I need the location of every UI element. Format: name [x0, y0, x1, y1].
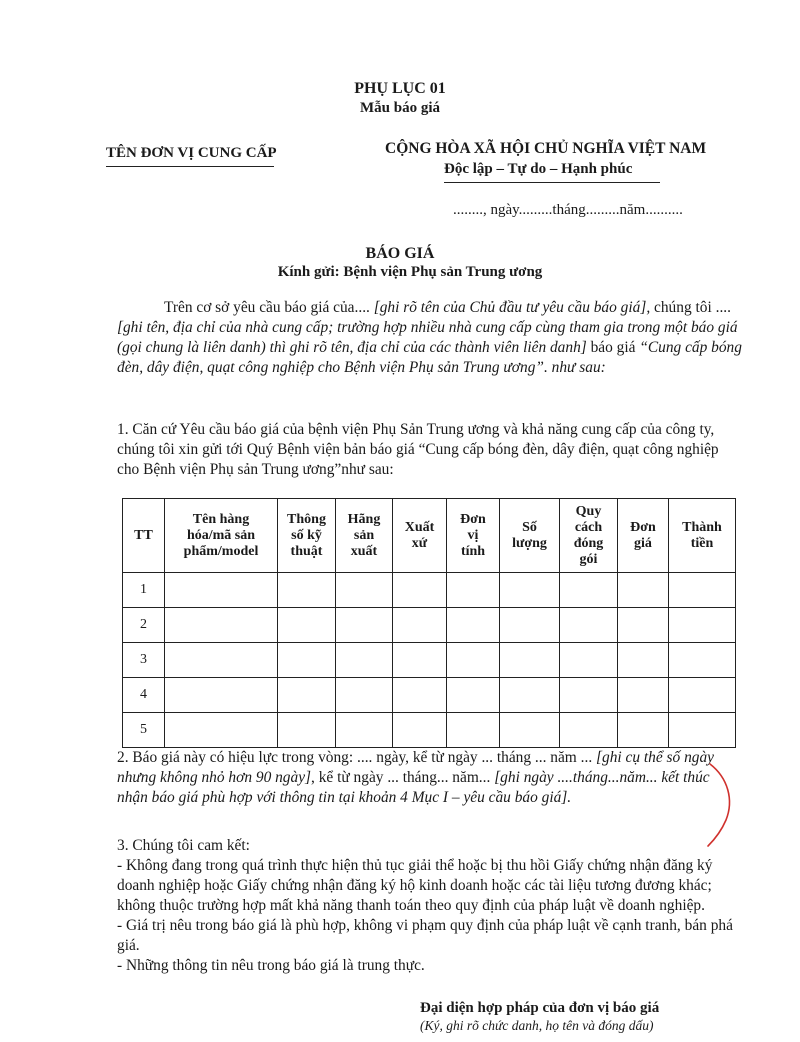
table-cell [278, 643, 336, 678]
quote-title: BÁO GIÁ [365, 245, 435, 262]
header-manufacturer: Hãng sản xuất [336, 499, 393, 573]
header-spec: Thông số kỹ thuật [278, 499, 336, 573]
header-tt: TT [123, 499, 165, 573]
table-cell [336, 608, 393, 643]
header-product-name: Tên hàng hóa/mã sản phẩm/model [165, 499, 278, 573]
header-packaging: Quy cách đóng gói [560, 499, 618, 573]
table-row [123, 643, 736, 678]
table-cell [393, 643, 447, 678]
table-cell [393, 608, 447, 643]
appendix-title: PHỤ LỤC 01 [354, 80, 446, 97]
table-cell [447, 608, 500, 643]
table-cell [560, 573, 618, 608]
row-number: 2 [123, 608, 165, 643]
intro-paragraph [117, 298, 742, 378]
header-total: Thành tiền [669, 499, 736, 573]
date-line: ........, ngày.........tháng.........năm.......... [453, 202, 683, 218]
appendix-subtitle: Mẫu báo giá [359, 100, 440, 116]
table-cell [165, 573, 278, 608]
table-cell [278, 573, 336, 608]
pen-stroke [708, 764, 729, 846]
table-cell [165, 713, 278, 748]
table-cell [336, 678, 393, 713]
quote-table [122, 498, 736, 748]
header-origin: Xuất xứ [393, 499, 447, 573]
table-cell [500, 713, 560, 748]
header-unit: Đơn vị tính [447, 499, 500, 573]
table-cell [393, 713, 447, 748]
row-number: 5 [123, 713, 165, 748]
table-cell [500, 608, 560, 643]
section-3-heading: 3. Chúng tôi cam kết: [117, 837, 250, 854]
table-cell [669, 608, 736, 643]
table-row [123, 678, 736, 713]
national-motto: Độc lập – Tự do – Hạnh phúc [444, 161, 633, 177]
table-cell [669, 573, 736, 608]
table-cell [336, 643, 393, 678]
section-2-text-2: , kể từ ngày ... tháng... năm... [311, 769, 495, 786]
supplier-label: TÊN ĐƠN VỊ CUNG CẤP [106, 145, 277, 161]
table-cell [278, 678, 336, 713]
table-cell [447, 713, 500, 748]
table-cell [560, 643, 618, 678]
intro-text-2: chúng tôi .... [650, 299, 731, 316]
table-cell [618, 678, 669, 713]
intro-text-3: báo giá [586, 339, 640, 356]
table-cell [336, 573, 393, 608]
table-cell [393, 573, 447, 608]
signature-label: Đại diện hợp pháp của đơn vị báo giá [420, 1000, 660, 1016]
section-2-text-1: 2. Báo giá này có hiệu lực trong vòng: .... ngày, kể từ ngày ... tháng ... năm ... [117, 749, 597, 766]
section-1-text: 1. Căn cứ Yêu cầu báo giá của bệnh viện Phụ Sản Trung ương và khả năng cung cấp của công ty, chúng tôi xin gửi tới Quý Bệnh viện bản báo giá “Cung cấp bóng đèn, dây điện, quạt công nghiệp cho Bệnh viện Phụ sản Trung ương”như sau: [117, 421, 719, 478]
row-number: 3 [123, 643, 165, 678]
table-cell [618, 713, 669, 748]
section-2-placeholder-2: [ghi ngày ....tháng...năm... kết thúc nhận báo giá phù hợp với thông tin tại khoản 4 Mục I – yêu cầu báo giá]. [117, 769, 710, 806]
table-header-row [123, 499, 736, 573]
table-cell [669, 643, 736, 678]
table-cell [560, 608, 618, 643]
recipient-line: Kính gửi: Bệnh viện Phụ sản Trung ương [277, 264, 543, 280]
table-cell [560, 678, 618, 713]
supplier-underline [106, 166, 274, 167]
table-cell [447, 678, 500, 713]
intro-placeholder-1: [ghi rõ tên của Chủ đầu tư yêu cầu báo giá], [373, 299, 651, 316]
table-row [123, 608, 736, 643]
table-cell [500, 643, 560, 678]
commitment-item: - Giá trị nêu trong báo giá là phù hợp, không vi phạm quy định của pháp luật về cạnh tranh, bán phá giá. [117, 917, 733, 954]
table-cell [500, 573, 560, 608]
intro-placeholder-3: “Cung cấp bóng đèn, dây điện, quạt công nghiệp cho Bệnh viện Phụ sản Trung ương”. như sau: [117, 339, 742, 376]
motto-underline [444, 182, 660, 183]
red-pen-mark [700, 760, 740, 850]
section-3-paragraph [117, 836, 742, 976]
row-number: 1 [123, 573, 165, 608]
table-row [123, 573, 736, 608]
table-cell [393, 678, 447, 713]
commitment-item: - Không đang trong quá trình thực hiện thủ tục giải thể hoặc bị thu hồi Giấy chứng nhận đăng ký doanh nghiệp hoặc Giấy chứng nhận đăng ký hộ kinh doanh hoặc các tài liệu tương đương khác; không thuộc trường hợp mất khả năng thanh toán theo quy định của pháp luật về doanh nghiệp. [117, 857, 713, 914]
section-2-paragraph [117, 748, 742, 808]
header-unit-price: Đơn giá [618, 499, 669, 573]
table-cell [278, 713, 336, 748]
header-quantity: Số lượng [500, 499, 560, 573]
table-cell [447, 643, 500, 678]
table-cell [618, 573, 669, 608]
table-cell [165, 608, 278, 643]
signature-hint: (Ký, ghi rõ chức danh, họ tên và đóng dấu) [420, 1018, 654, 1033]
table-row [123, 713, 736, 748]
section-2-placeholder-1: [ghi cụ thể số ngày nhưng không nhỏ hơn 90 ngày] [117, 749, 715, 786]
republic-heading: CỘNG HÒA XÃ HỘI CHỦ NGHĨA VIỆT NAM [385, 140, 707, 157]
table-cell [447, 573, 500, 608]
row-number: 4 [123, 678, 165, 713]
intro-placeholder-2: [ghi tên, địa chỉ của nhà cung cấp; trường hợp nhiều nhà cung cấp cùng tham gia trong một báo giá (gọi chung là liên danh) thì ghi rõ tên, địa chỉ của các thành viên liên danh] [117, 319, 738, 356]
commitment-item: - Những thông tin nêu trong báo giá là trung thực. [117, 957, 425, 974]
table-cell [500, 678, 560, 713]
table-cell [618, 643, 669, 678]
intro-text-1: Trên cơ sở yêu cầu báo giá của.... [164, 299, 374, 316]
table-cell [560, 713, 618, 748]
table-cell [278, 608, 336, 643]
table-cell [618, 608, 669, 643]
table-cell [669, 713, 736, 748]
table-cell [165, 643, 278, 678]
table-cell [165, 678, 278, 713]
section-1-paragraph [117, 420, 742, 480]
table-cell [669, 678, 736, 713]
table-cell [336, 713, 393, 748]
